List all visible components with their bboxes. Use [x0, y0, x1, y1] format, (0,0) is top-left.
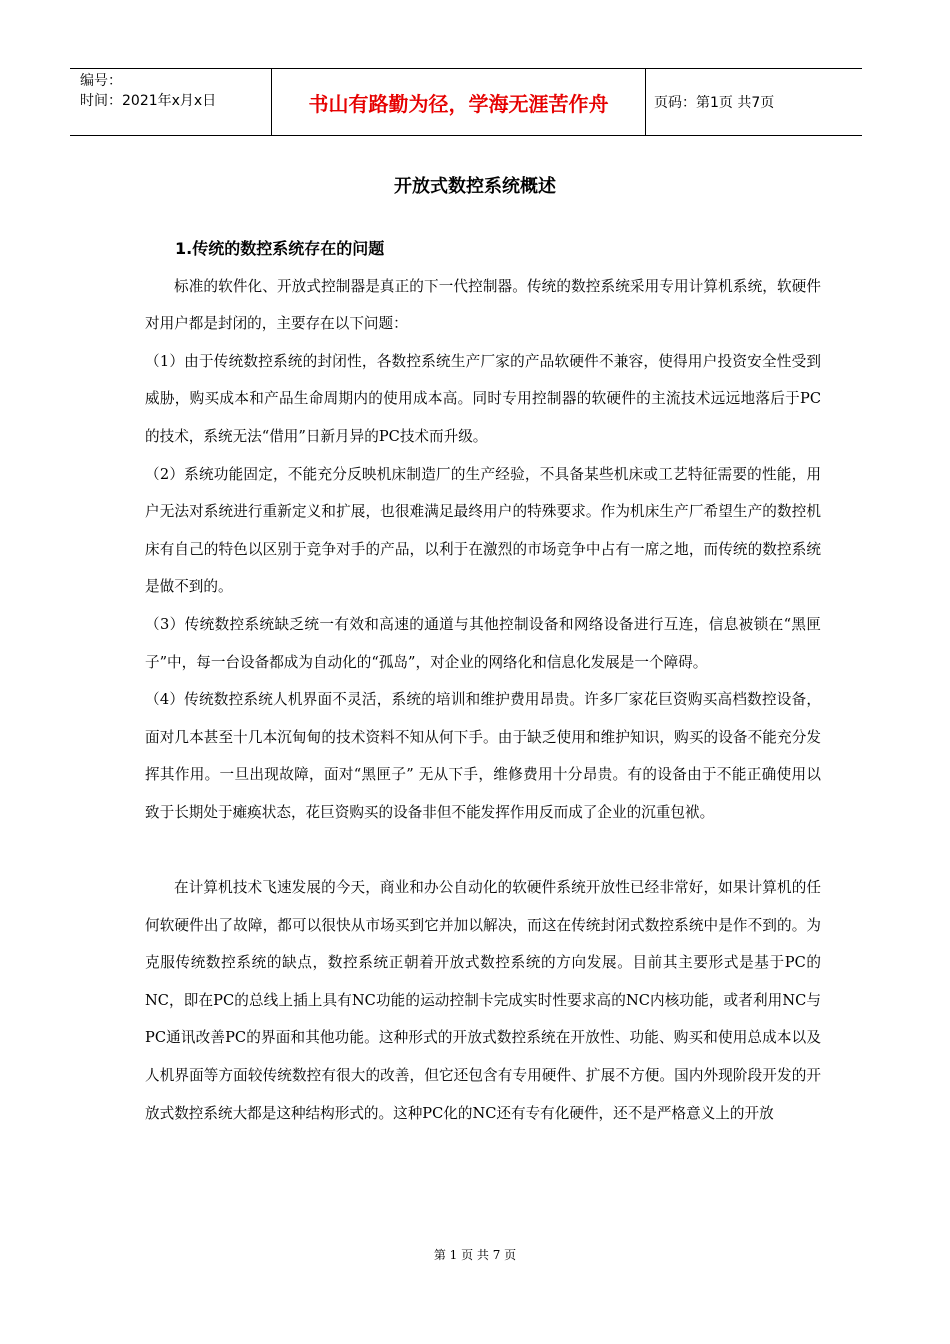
header-meta	[70, 69, 272, 135]
problem-item-4: （4）传统数控系统人机界面不灵活，系统的培训和维护费用昂贵。许多厂家花巨资购买高档数控设备，面对几本甚至十几本沉甸甸的技术资料不知从何下手。由于缺乏使用和维护知识，购买的设备不能充分发挥其作用。一旦出现故障，面对“黑匣子” 无从下手，维修费用十分昂贵。有的设备由于不能正确使用以致于长期处于瘫痪状态，花巨资购买的设备非但不能发挥作用反而成了企业的沉重包袱。	[145, 691, 821, 821]
page-footer: 第 1 页 共 7 页	[433, 1248, 517, 1262]
document-title: 开放式数控系统概述	[394, 176, 556, 197]
problem-item-2: （2）系统功能固定，不能充分反映机床制造厂的生产经验，不具备某些机床或工艺特征需要的性能，用户无法对系统进行重新定义和扩展，也很难满足最终用户的特殊要求。作为机床生产厂希望生产的数控机床有自己的特色以区别于竞争对手的产品，以利于在激烈的市场竞争中占有一席之地，而传统的数控系统是做不到的。	[145, 465, 821, 596]
body-paragraph: 在计算机技术飞速发展的今天，商业和办公自动化的软硬件系统开放性已经非常好，如果计算机的任何软硬件出了故障，都可以很快从市场买到它并加以解决，而这在传统封闭式数控系统中是作不到的。为克服传统数控系统的缺点，数控系统正朝着开放式数控系统的方向发展。目前其主要形式是基于PC的NC，即在PC的总线上插上具有NC功能的运动控制卡完成实时性要求高的NC内核功能，或者利用NC与PC通讯改善PC的界面和其他功能。这种形式的开放式数控系统在开放性、功能、购买和使用总成本以及人机界面等方面较传统数控有很大的改善，但它还包含有专用硬件、扩展不方便。国内外现阶段开发的开放式数控系统大都是这种结构形式的。这种PC化的NC还有专有化硬件，还不是严格意义上的开放	[145, 879, 821, 1122]
page-header	[70, 68, 862, 136]
intro-paragraph: 标准的软件化、开放式控制器是真正的下一代控制器。传统的数控系统采用专用计算机系统，软硬件对用户都是封闭的，主要存在以下问题：	[145, 277, 821, 333]
document-number-label: 编号：	[80, 73, 122, 89]
section-heading: 1.传统的数控系统存在的问题	[175, 239, 385, 258]
problem-item-1: （1）由于传统数控系统的封闭性，各数控系统生产厂家的产品软硬件不兼容，使得用户投资安全性受到威胁，购买成本和产品生命周期内的使用成本高。同时专用控制器的软硬件的主流技术远远地落后于PC的技术，系统无法“借用”日新月异的PC技术而升级。	[145, 352, 821, 445]
paragraph-spacer	[145, 832, 821, 870]
problem-item-3: （3）传统数控系统缺乏统一有效和高速的通道与其他控制设备和网络设备进行互连，信息被锁在“黑匣子”中，每一台设备都成为自动化的“孤岛”，对企业的网络化和信息化发展是一个障碍。	[145, 615, 821, 671]
header-page-info: 页码：第1页 共7页	[654, 95, 775, 111]
document-body	[145, 230, 821, 1132]
header-motto: 书山有路勤为径，学海无涯苦作舟	[272, 69, 646, 135]
document-date-label: 时间：2021年x月x日	[80, 93, 217, 109]
